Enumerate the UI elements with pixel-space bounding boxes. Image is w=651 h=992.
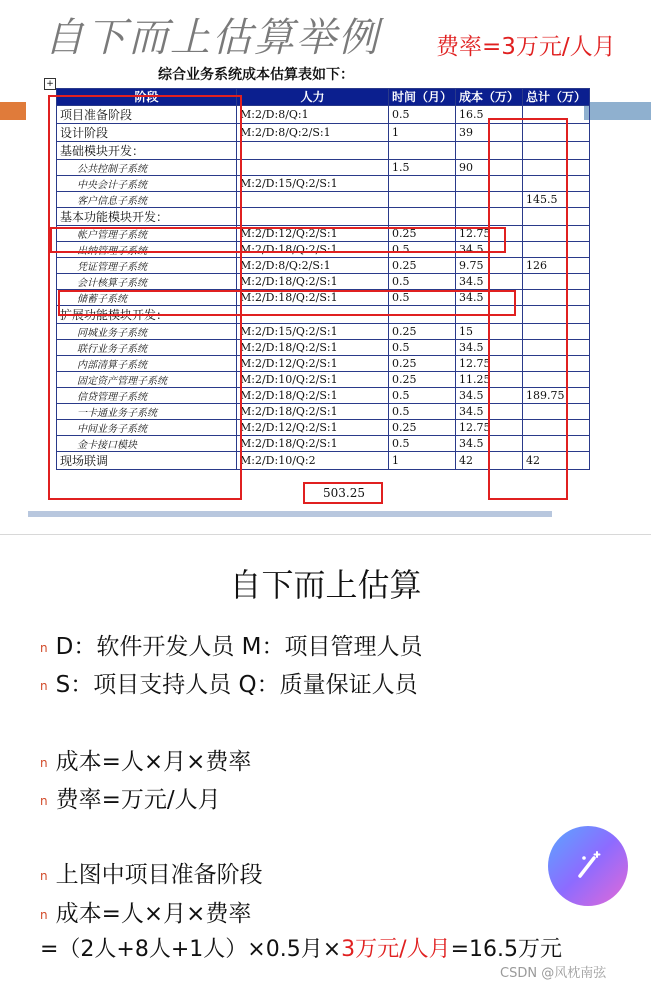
decor-band-right [584, 102, 651, 120]
stage-cell: 公共控制子系统 [57, 160, 237, 176]
labor-cell: M:2/D:12/Q:2/S:1 [237, 226, 389, 242]
stage-cell: 信贷管理子系统 [57, 388, 237, 404]
time-cell [389, 176, 456, 192]
labor-cell: M:2/D:18/Q:2/S:1 [237, 274, 389, 290]
cost-cell: 34.5 [456, 290, 523, 306]
stage-cell: 中间业务子系统 [57, 420, 237, 436]
labor-cell: M:2/D:12/Q:2/S:1 [237, 420, 389, 436]
rate-annotation: 费率=3万元/人月 [436, 34, 616, 60]
time-cell: 0.5 [389, 106, 456, 124]
ai-assistant-button[interactable] [548, 826, 628, 906]
time-cell [389, 192, 456, 208]
stage-cell: 出纳管理子系统 [57, 242, 237, 258]
labor-cell: M:2/D:8/Q:1 [237, 106, 389, 124]
bullet-icon: n [40, 640, 48, 655]
stage-cell: 储蓄子系统 [57, 290, 237, 306]
cost-cell: 42 [456, 452, 523, 470]
bullet-icon: n [40, 678, 48, 693]
time-cell: 0.25 [389, 324, 456, 340]
cost-cell: 15 [456, 324, 523, 340]
section-divider [0, 534, 651, 535]
stage-cell: 凭证管理子系统 [57, 258, 237, 274]
stage-cell: 客户信息子系统 [57, 192, 237, 208]
labor-cell: M:2/D:10/Q:2 [237, 452, 389, 470]
bullet-icon: n [40, 793, 48, 808]
table-anchor-icon: + [44, 78, 56, 90]
time-cell: 0.5 [389, 274, 456, 290]
grand-total: 503.25 [323, 486, 365, 500]
cost-cell: 34.5 [456, 388, 523, 404]
formula-part: =（2人+8人+1人）×0.5月× [40, 937, 342, 962]
labor-cell: M:2/D:15/Q:2/S:1 [237, 176, 389, 192]
time-cell: 0.5 [389, 242, 456, 258]
time-cell: 0.5 [389, 404, 456, 420]
cost-cell: 34.5 [456, 242, 523, 258]
note-line [40, 781, 221, 814]
total-cell: 126 [523, 258, 590, 274]
formula-line [40, 932, 562, 963]
cost-cell: 12.75 [456, 226, 523, 242]
labor-cell: M:2/D:8/Q:2/S:1 [237, 124, 389, 142]
labor-cell: M:2/D:18/Q:2/S:1 [237, 340, 389, 356]
stage-cell: 同城业务子系统 [57, 324, 237, 340]
cost-cell: 34.5 [456, 436, 523, 452]
stage-cell: 中央会计子系统 [57, 176, 237, 192]
note-line [40, 628, 422, 661]
stage-cell: 基本功能模块开发： [57, 208, 237, 226]
labor-cell [237, 142, 389, 160]
cost-cell: 11.25 [456, 372, 523, 388]
note-text: 费率=万元/人月 [55, 787, 221, 813]
note-text: D：软件开发人员 M：项目管理人员 [55, 634, 423, 660]
cost-cell: 34.5 [456, 404, 523, 420]
magic-wand-icon [568, 846, 608, 886]
stage-cell: 设计阶段 [57, 124, 237, 142]
time-cell: 0.25 [389, 226, 456, 242]
formula-rate: 3万元/人月 [341, 937, 451, 962]
decor-band-bottom [28, 511, 552, 517]
header-cell: 阶段 [57, 89, 237, 106]
labor-cell [237, 208, 389, 226]
cost-cell: 12.75 [456, 356, 523, 372]
labor-cell [237, 192, 389, 208]
bullet-icon: n [40, 868, 48, 883]
time-cell: 0.5 [389, 388, 456, 404]
stage-cell: 扩展功能模块开发： [57, 306, 237, 324]
cost-cell: 9.75 [456, 258, 523, 274]
stage-cell: 现场联调 [57, 452, 237, 470]
total-cell: 145.5 [523, 192, 590, 208]
header-cell: 总计（万） [523, 89, 590, 106]
time-cell: 1.5 [389, 160, 456, 176]
time-cell: 0.5 [389, 290, 456, 306]
stage-cell: 固定资产管理子系统 [57, 372, 237, 388]
time-cell: 0.25 [389, 372, 456, 388]
labor-cell: M:2/D:12/Q:2/S:1 [237, 356, 389, 372]
slide-title: 自下而上估算举例 [44, 15, 380, 61]
highlight-box-account-row [50, 227, 506, 253]
header-cell: 时间（月） [389, 89, 456, 106]
table-caption: 综合业务系统成本估算表如下： [158, 67, 354, 83]
time-cell: 1 [389, 124, 456, 142]
time-cell: 0.5 [389, 340, 456, 356]
labor-cell: M:2/D:18/Q:2/S:1 [237, 242, 389, 258]
stage-cell: 联行业务子系统 [57, 340, 237, 356]
bullet-icon: n [40, 755, 48, 770]
watermark: CSDN @风枕南弦 [500, 966, 607, 981]
stage-cell: 帐户管理子系统 [57, 226, 237, 242]
note-text: 上图中项目准备阶段 [55, 862, 263, 888]
labor-cell: M:2/D:18/Q:2/S:1 [237, 290, 389, 306]
stage-cell: 项目准备阶段 [57, 106, 237, 124]
labor-cell: M:2/D:18/Q:2/S:1 [237, 436, 389, 452]
cost-cell: 12.75 [456, 420, 523, 436]
time-cell: 0.25 [389, 258, 456, 274]
highlight-box-savings-row [58, 290, 516, 316]
note-line [40, 666, 418, 699]
stage-cell: 内部清算子系统 [57, 356, 237, 372]
formula-result: =16.5万元 [450, 937, 562, 962]
labor-cell: M:2/D:18/Q:2/S:1 [237, 404, 389, 420]
labor-cell: M:2/D:10/Q:2/S:1 [237, 372, 389, 388]
note-text: 成本=人×月×费率 [55, 749, 252, 775]
time-cell: 0.25 [389, 420, 456, 436]
note-text: S：项目支持人员 Q：质量保证人员 [55, 672, 418, 698]
note-text: 成本=人×月×费率 [55, 901, 252, 927]
cost-cell: 39 [456, 124, 523, 142]
stage-cell: 一卡通业务子系统 [57, 404, 237, 420]
header-cell: 人力 [237, 89, 389, 106]
note-line [40, 743, 251, 776]
time-cell [389, 142, 456, 160]
decor-band-left [0, 102, 26, 120]
cost-cell: 16.5 [456, 106, 523, 124]
labor-cell: M:2/D:18/Q:2/S:1 [237, 388, 389, 404]
labor-cell: M:2/D:15/Q:2/S:1 [237, 324, 389, 340]
labor-cell [237, 160, 389, 176]
stage-cell: 基础模块开发： [57, 142, 237, 160]
time-cell [389, 208, 456, 226]
stage-cell: 会计核算子系统 [57, 274, 237, 290]
cost-cell: 90 [456, 160, 523, 176]
section-title: 自下而上估算 [229, 566, 422, 604]
cost-cell: 34.5 [456, 274, 523, 290]
labor-cell: M:2/D:8/Q:2/S:1 [237, 258, 389, 274]
time-cell: 1 [389, 452, 456, 470]
bullet-icon: n [40, 907, 48, 922]
note-line [40, 895, 251, 928]
total-cell: 42 [523, 452, 590, 470]
time-cell: 0.25 [389, 356, 456, 372]
total-cell: 189.75 [523, 388, 590, 404]
header-cell: 成本（万） [456, 89, 523, 106]
cost-cell: 34.5 [456, 340, 523, 356]
time-cell: 0.5 [389, 436, 456, 452]
stage-cell: 金卡接口模块 [57, 436, 237, 452]
note-line [40, 856, 263, 889]
